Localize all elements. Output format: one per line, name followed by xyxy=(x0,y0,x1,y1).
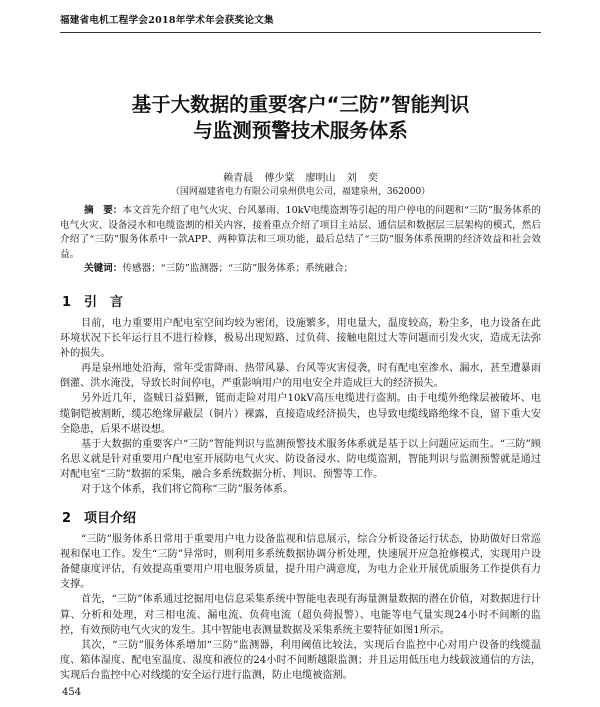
paper-title xyxy=(60,92,541,144)
paragraph: 对于这个体系，我们将它简称“三防”服务体系。 xyxy=(81,484,294,495)
paragraph: 目前，电力重要用户配电室空间均较为密闭，设施繁多，用电量大，温度较高，粉尘多，电力设备在此环境状况下长年运行且不进行检修，极易出现短路、过负荷、接触电阻过大等问题而引发火灾，造成无法弥补的损失。 xyxy=(60,317,541,360)
page-number: 454 xyxy=(62,687,82,699)
running-header: 福建省电机工程学会2018年学术年会获奖论文集 xyxy=(60,15,274,26)
paragraph: “三防”服务体系日常用于重要用户电力设备监视和信息展示，综合分析设备运行状态，协助做好日常巡视和保电工作。发生“三防”异常时，则利用多系统数据协调分析处理，快速展开应急抢修模式，实现用户设备健康度评估，有效提高重要用户用电服务质量，提升用户满意度，为电力企业开展优质服务工作提供有力支撑。 xyxy=(60,534,541,591)
abstract-block xyxy=(60,204,541,277)
abstract-label: 摘 要： xyxy=(84,205,123,216)
affiliation: （国网福建省电力有限公司泉州供电公司，福建泉州，362000） xyxy=(170,187,431,197)
abstract-text: 本文首先介绍了电气火灾、台风暴雨、10kV电缆盗割等引起的用户停电的问题和“三防”服务体系的电气火灾、设备浸水和电缆盗割的相关内容，接着重点介绍了项目主站层、通信层和数据层三层架构的模式，然后介绍了“三防”服务体系中一款APP、两种算法和三项功能，最后总结了“三防”服务体系预期的经济效益和社会效益。 xyxy=(60,205,541,260)
section-heading-2: 2 项目介绍 xyxy=(62,511,137,527)
title-line-1: 基于大数据的重要客户“三防”智能判识 xyxy=(131,93,470,116)
abstract xyxy=(60,204,541,262)
paper-page xyxy=(60,0,541,707)
section-heading-1: 1 引 言 xyxy=(62,294,124,310)
keywords-text: 传感器；“三防”监测器；“三防”服务体系；系统融合； xyxy=(122,263,354,275)
title-line-2: 与监测预警技术服务体系 xyxy=(193,119,408,142)
paragraph: 再是泉州地处沿海，常年受雷降雨、热带风暴、台风等灾害侵袭，时有配电室渗水、漏水，甚至遭暴雨倒灌、洪水淹没，导致长时间停电，严重影响用户的用电安全并造成巨大的经济损失。 xyxy=(60,363,541,390)
paragraph: 其次，“三防”服务体系增加“三防”监测器，利用阈值比较法，实现后台监控中心对用户设备的线缆温度、箱体湿度、配电室温度、湿度和液位的24小时不间断越限监测；并且运用低压电力线载波通信的方法，实现后台监控中心对线缆的安全运行进行监测，防止电缆被盗割。 xyxy=(60,639,541,681)
authors: 赖青晨 傅少棠 廖明山 刘 奕 xyxy=(223,173,378,184)
paragraph: 首先，“三防”体系通过挖掘用电信息采集系统中智能电表现有海量测量数据的潜在价值，对数据进行计算、分析和处理，对三相电流、漏电流、负荷电流（超负荷报警）、电能等电气量实现24小时不间断的监控，有效预防电气火灾的发生。其中智能电表测量数据及采集系统主要特征如图1所示。 xyxy=(60,594,541,636)
section-1-body xyxy=(60,316,541,497)
keywords-label: 关键词： xyxy=(84,263,123,275)
paragraph: 基于大数据的重要客户“三防”智能判识与监测预警技术服务体系就是基于以上问题应运而生。“三防”顾名思义就是针对重要用户配电室开展防电气火灾、防设备浸水、防电缆盗割，智能判识与监测预警就是通过对配电室“三防”数据的采集，融合多系统数据分析、判识、预警等工作。 xyxy=(60,438,541,480)
paragraph: 另外近几年，盗贼日益猖獗，铤而走险对用户10kV高压电缆进行盗割。由于电缆外绝缘层被破坏、电缆铜铠被割断，缆芯绝缘屏蔽层（铜片）裸露，直接造成经济损失，也导致电缆线路绝缘不良，留下重大安全隐患，后果不堪设想。 xyxy=(60,393,541,435)
keywords xyxy=(60,262,541,277)
section-2-body xyxy=(60,532,541,683)
header-rule xyxy=(60,32,541,33)
